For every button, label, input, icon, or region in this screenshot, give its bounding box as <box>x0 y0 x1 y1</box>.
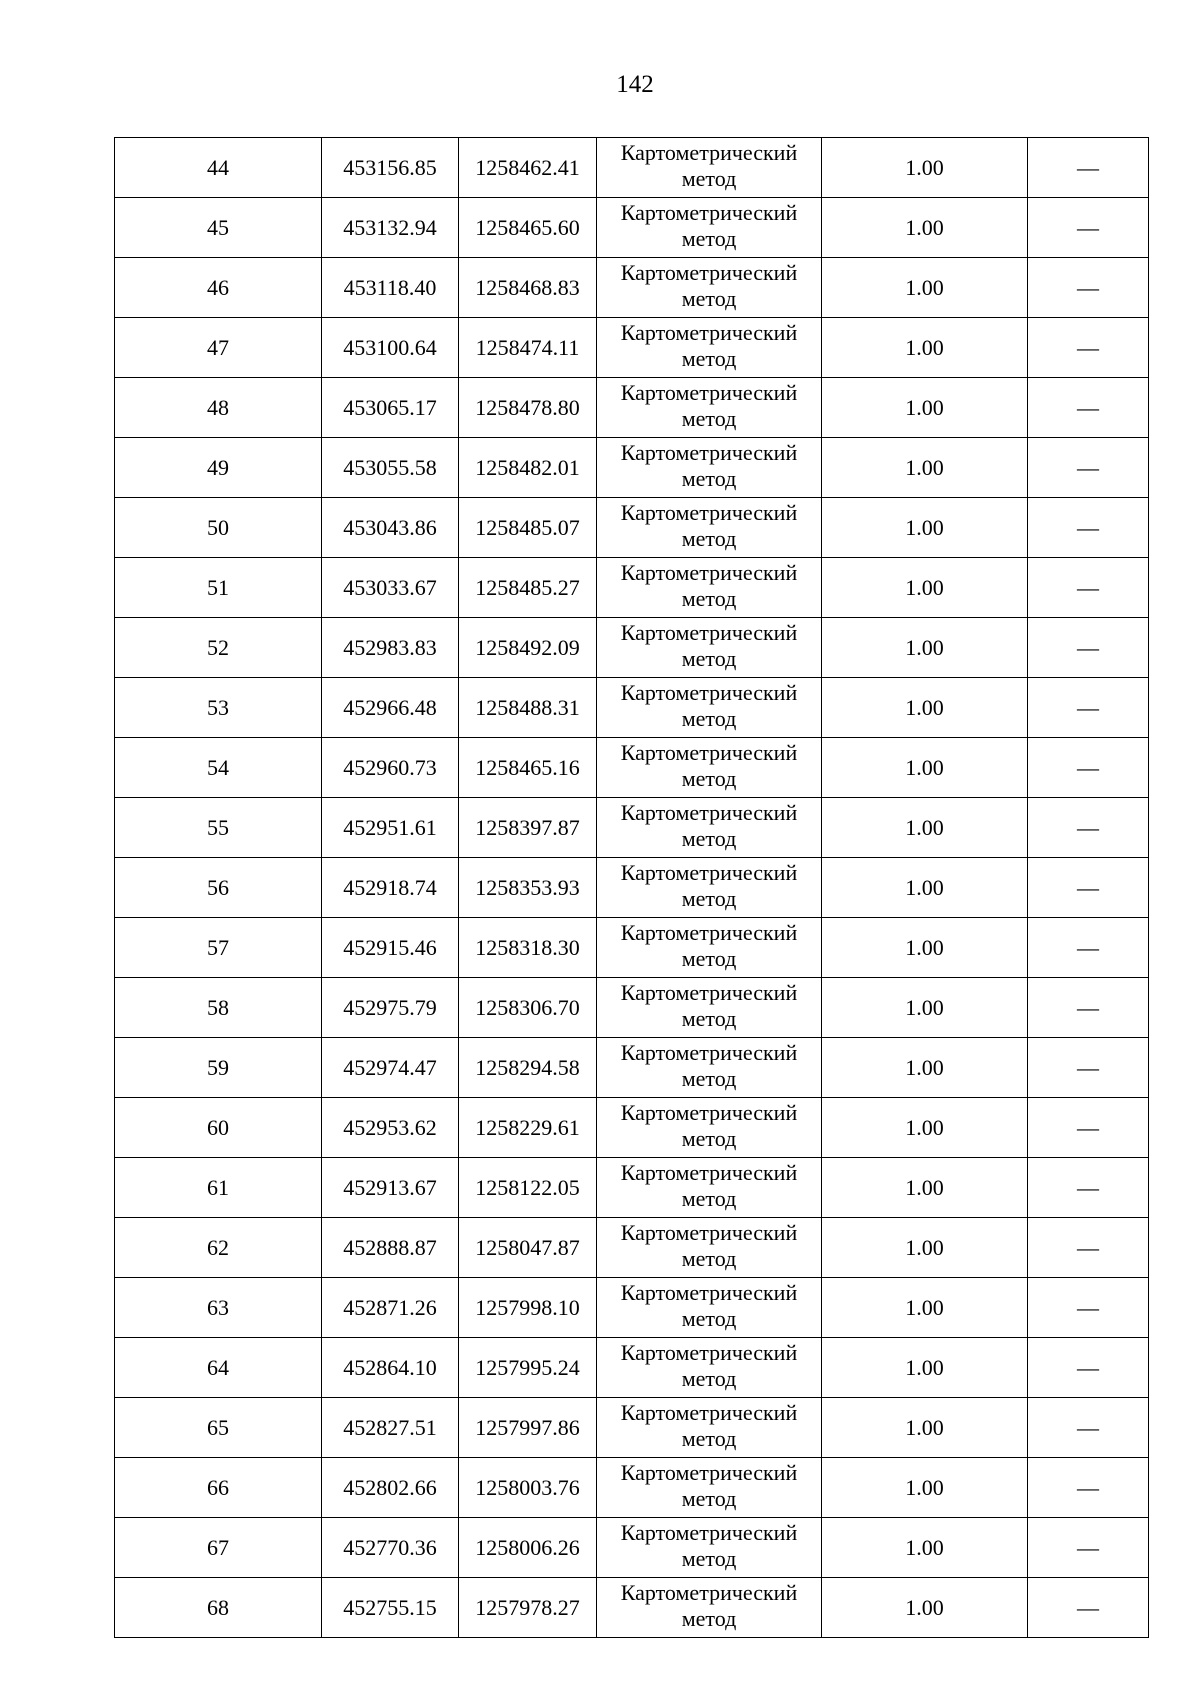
method-cell <box>597 1098 822 1158</box>
note-cell: — <box>1028 378 1149 438</box>
accuracy-cell: 1.00 <box>822 1218 1028 1278</box>
note-cell: — <box>1028 738 1149 798</box>
point-number-cell: 49 <box>115 438 322 498</box>
accuracy-cell: 1.00 <box>822 1578 1028 1638</box>
note-cell: — <box>1028 1458 1149 1518</box>
method-cell <box>597 738 822 798</box>
method-line-2: метод <box>681 345 737 371</box>
point-number-cell: 64 <box>115 1338 322 1398</box>
accuracy-cell: 1.00 <box>822 498 1028 558</box>
point-number-cell: 46 <box>115 258 322 318</box>
table-row <box>115 1398 1149 1458</box>
point-number-cell: 65 <box>115 1398 322 1458</box>
method-cell <box>597 1038 822 1098</box>
x-coordinate-cell: 452974.47 <box>322 1038 459 1098</box>
method-line-1: Картометрический <box>620 679 798 705</box>
method-cell <box>597 198 822 258</box>
method-cell <box>597 918 822 978</box>
method-cell <box>597 318 822 378</box>
method-line-2: метод <box>681 285 737 311</box>
table-row <box>115 138 1149 198</box>
method-cell <box>597 438 822 498</box>
method-line-1: Картометрический <box>620 1219 798 1245</box>
point-number-cell: 51 <box>115 558 322 618</box>
y-coordinate-cell: 1257978.27 <box>459 1578 597 1638</box>
point-number-cell: 67 <box>115 1518 322 1578</box>
note-cell: — <box>1028 918 1149 978</box>
method-cell <box>597 978 822 1038</box>
accuracy-cell: 1.00 <box>822 318 1028 378</box>
method-line-2: метод <box>681 1065 737 1091</box>
method-cell <box>597 1278 822 1338</box>
y-coordinate-cell: 1258465.60 <box>459 198 597 258</box>
point-number-cell: 45 <box>115 198 322 258</box>
method-line-1: Картометрический <box>620 199 798 225</box>
y-coordinate-cell: 1257995.24 <box>459 1338 597 1398</box>
method-line-1: Картометрический <box>620 1099 798 1125</box>
y-coordinate-cell: 1258306.70 <box>459 978 597 1038</box>
x-coordinate-cell: 453065.17 <box>322 378 459 438</box>
x-coordinate-cell: 452983.83 <box>322 618 459 678</box>
point-number-cell: 56 <box>115 858 322 918</box>
note-cell: — <box>1028 1218 1149 1278</box>
method-cell <box>597 1218 822 1278</box>
note-cell: — <box>1028 198 1149 258</box>
note-cell: — <box>1028 558 1149 618</box>
method-cell <box>597 378 822 438</box>
point-number-cell: 58 <box>115 978 322 1038</box>
accuracy-cell: 1.00 <box>822 1458 1028 1518</box>
table-row <box>115 558 1149 618</box>
note-cell: — <box>1028 978 1149 1038</box>
method-line-2: метод <box>681 945 737 971</box>
method-line-1: Картометрический <box>620 499 798 525</box>
method-line-2: метод <box>681 1605 737 1631</box>
method-cell <box>597 138 822 198</box>
accuracy-cell: 1.00 <box>822 1398 1028 1458</box>
table-row <box>115 798 1149 858</box>
method-line-2: метод <box>681 1425 737 1451</box>
method-line-1: Картометрический <box>620 559 798 585</box>
method-line-1: Картометрический <box>620 139 798 165</box>
y-coordinate-cell: 1258468.83 <box>459 258 597 318</box>
table-row <box>115 1278 1149 1338</box>
method-line-2: метод <box>681 225 737 251</box>
note-cell: — <box>1028 318 1149 378</box>
x-coordinate-cell: 452918.74 <box>322 858 459 918</box>
table-body <box>115 138 1149 1638</box>
method-line-1: Картометрический <box>620 319 798 345</box>
x-coordinate-cell: 452915.46 <box>322 918 459 978</box>
table-row <box>115 678 1149 738</box>
accuracy-cell: 1.00 <box>822 1518 1028 1578</box>
y-coordinate-cell: 1258492.09 <box>459 618 597 678</box>
accuracy-cell: 1.00 <box>822 1038 1028 1098</box>
note-cell: — <box>1028 1278 1149 1338</box>
table-row <box>115 498 1149 558</box>
y-coordinate-cell: 1258485.27 <box>459 558 597 618</box>
x-coordinate-cell: 452802.66 <box>322 1458 459 1518</box>
x-coordinate-cell: 452913.67 <box>322 1158 459 1218</box>
method-line-1: Картометрический <box>620 1159 798 1185</box>
accuracy-cell: 1.00 <box>822 258 1028 318</box>
method-line-1: Картометрический <box>620 1579 798 1605</box>
y-coordinate-cell: 1257997.86 <box>459 1398 597 1458</box>
x-coordinate-cell: 452864.10 <box>322 1338 459 1398</box>
method-line-1: Картометрический <box>620 799 798 825</box>
method-line-2: метод <box>681 525 737 551</box>
method-line-1: Картометрический <box>620 619 798 645</box>
table-row <box>115 1458 1149 1518</box>
accuracy-cell: 1.00 <box>822 1278 1028 1338</box>
y-coordinate-cell: 1258397.87 <box>459 798 597 858</box>
method-line-2: метод <box>681 1305 737 1331</box>
table-row <box>115 198 1149 258</box>
note-cell: — <box>1028 1038 1149 1098</box>
table-row <box>115 1218 1149 1278</box>
table-row <box>115 318 1149 378</box>
method-line-1: Картометрический <box>620 919 798 945</box>
method-cell <box>597 798 822 858</box>
method-line-1: Картометрический <box>620 859 798 885</box>
table-row <box>115 1338 1149 1398</box>
x-coordinate-cell: 452755.15 <box>322 1578 459 1638</box>
table-row <box>115 858 1149 918</box>
accuracy-cell: 1.00 <box>822 378 1028 438</box>
point-number-cell: 52 <box>115 618 322 678</box>
method-cell <box>597 618 822 678</box>
method-cell <box>597 1158 822 1218</box>
method-line-2: метод <box>681 705 737 731</box>
method-cell <box>597 558 822 618</box>
method-cell <box>597 1338 822 1398</box>
accuracy-cell: 1.00 <box>822 1098 1028 1158</box>
x-coordinate-cell: 452770.36 <box>322 1518 459 1578</box>
table-row <box>115 1578 1149 1638</box>
accuracy-cell: 1.00 <box>822 798 1028 858</box>
x-coordinate-cell: 452960.73 <box>322 738 459 798</box>
y-coordinate-cell: 1258485.07 <box>459 498 597 558</box>
accuracy-cell: 1.00 <box>822 618 1028 678</box>
method-line-1: Картометрический <box>620 1459 798 1485</box>
x-coordinate-cell: 453100.64 <box>322 318 459 378</box>
method-line-1: Картометрический <box>620 1279 798 1305</box>
coordinates-table <box>114 137 1149 1638</box>
accuracy-cell: 1.00 <box>822 738 1028 798</box>
y-coordinate-cell: 1258294.58 <box>459 1038 597 1098</box>
method-cell <box>597 1578 822 1638</box>
x-coordinate-cell: 452953.62 <box>322 1098 459 1158</box>
note-cell: — <box>1028 858 1149 918</box>
note-cell: — <box>1028 438 1149 498</box>
accuracy-cell: 1.00 <box>822 438 1028 498</box>
accuracy-cell: 1.00 <box>822 558 1028 618</box>
table-row <box>115 378 1149 438</box>
accuracy-cell: 1.00 <box>822 858 1028 918</box>
point-number-cell: 60 <box>115 1098 322 1158</box>
y-coordinate-cell: 1258465.16 <box>459 738 597 798</box>
method-line-2: метод <box>681 405 737 431</box>
method-line-2: метод <box>681 1365 737 1391</box>
note-cell: — <box>1028 138 1149 198</box>
accuracy-cell: 1.00 <box>822 198 1028 258</box>
y-coordinate-cell: 1258482.01 <box>459 438 597 498</box>
x-coordinate-cell: 452966.48 <box>322 678 459 738</box>
note-cell: — <box>1028 798 1149 858</box>
x-coordinate-cell: 453043.86 <box>322 498 459 558</box>
x-coordinate-cell: 453156.85 <box>322 138 459 198</box>
x-coordinate-cell: 452871.26 <box>322 1278 459 1338</box>
page-number: 142 <box>616 71 654 98</box>
x-coordinate-cell: 452975.79 <box>322 978 459 1038</box>
y-coordinate-cell: 1258474.11 <box>459 318 597 378</box>
method-cell <box>597 258 822 318</box>
y-coordinate-cell: 1258488.31 <box>459 678 597 738</box>
method-line-1: Картометрический <box>620 379 798 405</box>
point-number-cell: 54 <box>115 738 322 798</box>
method-line-1: Картометрический <box>620 439 798 465</box>
method-line-2: метод <box>681 1485 737 1511</box>
point-number-cell: 50 <box>115 498 322 558</box>
method-cell <box>597 858 822 918</box>
accuracy-cell: 1.00 <box>822 1338 1028 1398</box>
method-line-2: метод <box>681 465 737 491</box>
table-row <box>115 1518 1149 1578</box>
accuracy-cell: 1.00 <box>822 918 1028 978</box>
note-cell: — <box>1028 678 1149 738</box>
method-line-2: метод <box>681 1125 737 1151</box>
y-coordinate-cell: 1258318.30 <box>459 918 597 978</box>
method-line-1: Картометрический <box>620 259 798 285</box>
note-cell: — <box>1028 258 1149 318</box>
point-number-cell: 68 <box>115 1578 322 1638</box>
y-coordinate-cell: 1258122.05 <box>459 1158 597 1218</box>
method-line-1: Картометрический <box>620 1399 798 1425</box>
table-row <box>115 258 1149 318</box>
note-cell: — <box>1028 1578 1149 1638</box>
method-line-2: метод <box>681 1545 737 1571</box>
point-number-cell: 63 <box>115 1278 322 1338</box>
x-coordinate-cell: 453033.67 <box>322 558 459 618</box>
point-number-cell: 62 <box>115 1218 322 1278</box>
accuracy-cell: 1.00 <box>822 978 1028 1038</box>
accuracy-cell: 1.00 <box>822 678 1028 738</box>
point-number-cell: 55 <box>115 798 322 858</box>
note-cell: — <box>1028 618 1149 678</box>
y-coordinate-cell: 1258353.93 <box>459 858 597 918</box>
point-number-cell: 59 <box>115 1038 322 1098</box>
method-line-2: метод <box>681 1005 737 1031</box>
method-line-2: метод <box>681 825 737 851</box>
y-coordinate-cell: 1258047.87 <box>459 1218 597 1278</box>
method-line-2: метод <box>681 165 737 191</box>
point-number-cell: 53 <box>115 678 322 738</box>
method-cell <box>597 1458 822 1518</box>
table-row <box>115 1038 1149 1098</box>
method-cell <box>597 1518 822 1578</box>
method-line-1: Картометрический <box>620 1339 798 1365</box>
accuracy-cell: 1.00 <box>822 138 1028 198</box>
x-coordinate-cell: 453132.94 <box>322 198 459 258</box>
note-cell: — <box>1028 1158 1149 1218</box>
table-row <box>115 738 1149 798</box>
y-coordinate-cell: 1258003.76 <box>459 1458 597 1518</box>
note-cell: — <box>1028 1098 1149 1158</box>
x-coordinate-cell: 453118.40 <box>322 258 459 318</box>
x-coordinate-cell: 452827.51 <box>322 1398 459 1458</box>
y-coordinate-cell: 1258462.41 <box>459 138 597 198</box>
table-row <box>115 618 1149 678</box>
x-coordinate-cell: 452888.87 <box>322 1218 459 1278</box>
x-coordinate-cell: 452951.61 <box>322 798 459 858</box>
table-row <box>115 1098 1149 1158</box>
method-line-2: метод <box>681 765 737 791</box>
method-line-2: метод <box>681 1185 737 1211</box>
table-row <box>115 978 1149 1038</box>
y-coordinate-cell: 1258006.26 <box>459 1518 597 1578</box>
method-cell <box>597 678 822 738</box>
point-number-cell: 48 <box>115 378 322 438</box>
point-number-cell: 44 <box>115 138 322 198</box>
method-line-2: метод <box>681 585 737 611</box>
point-number-cell: 57 <box>115 918 322 978</box>
table-row <box>115 1158 1149 1218</box>
y-coordinate-cell: 1258478.80 <box>459 378 597 438</box>
point-number-cell: 61 <box>115 1158 322 1218</box>
method-cell <box>597 498 822 558</box>
method-cell <box>597 1398 822 1458</box>
y-coordinate-cell: 1258229.61 <box>459 1098 597 1158</box>
note-cell: — <box>1028 498 1149 558</box>
table-row <box>115 918 1149 978</box>
method-line-1: Картометрический <box>620 979 798 1005</box>
note-cell: — <box>1028 1518 1149 1578</box>
note-cell: — <box>1028 1398 1149 1458</box>
table-row <box>115 438 1149 498</box>
note-cell: — <box>1028 1338 1149 1398</box>
point-number-cell: 47 <box>115 318 322 378</box>
method-line-1: Картометрический <box>620 1039 798 1065</box>
method-line-1: Картометрический <box>620 739 798 765</box>
x-coordinate-cell: 453055.58 <box>322 438 459 498</box>
method-line-1: Картометрический <box>620 1519 798 1545</box>
y-coordinate-cell: 1257998.10 <box>459 1278 597 1338</box>
method-line-2: метод <box>681 1245 737 1271</box>
method-line-2: метод <box>681 885 737 911</box>
accuracy-cell: 1.00 <box>822 1158 1028 1218</box>
point-number-cell: 66 <box>115 1458 322 1518</box>
method-line-2: метод <box>681 645 737 671</box>
